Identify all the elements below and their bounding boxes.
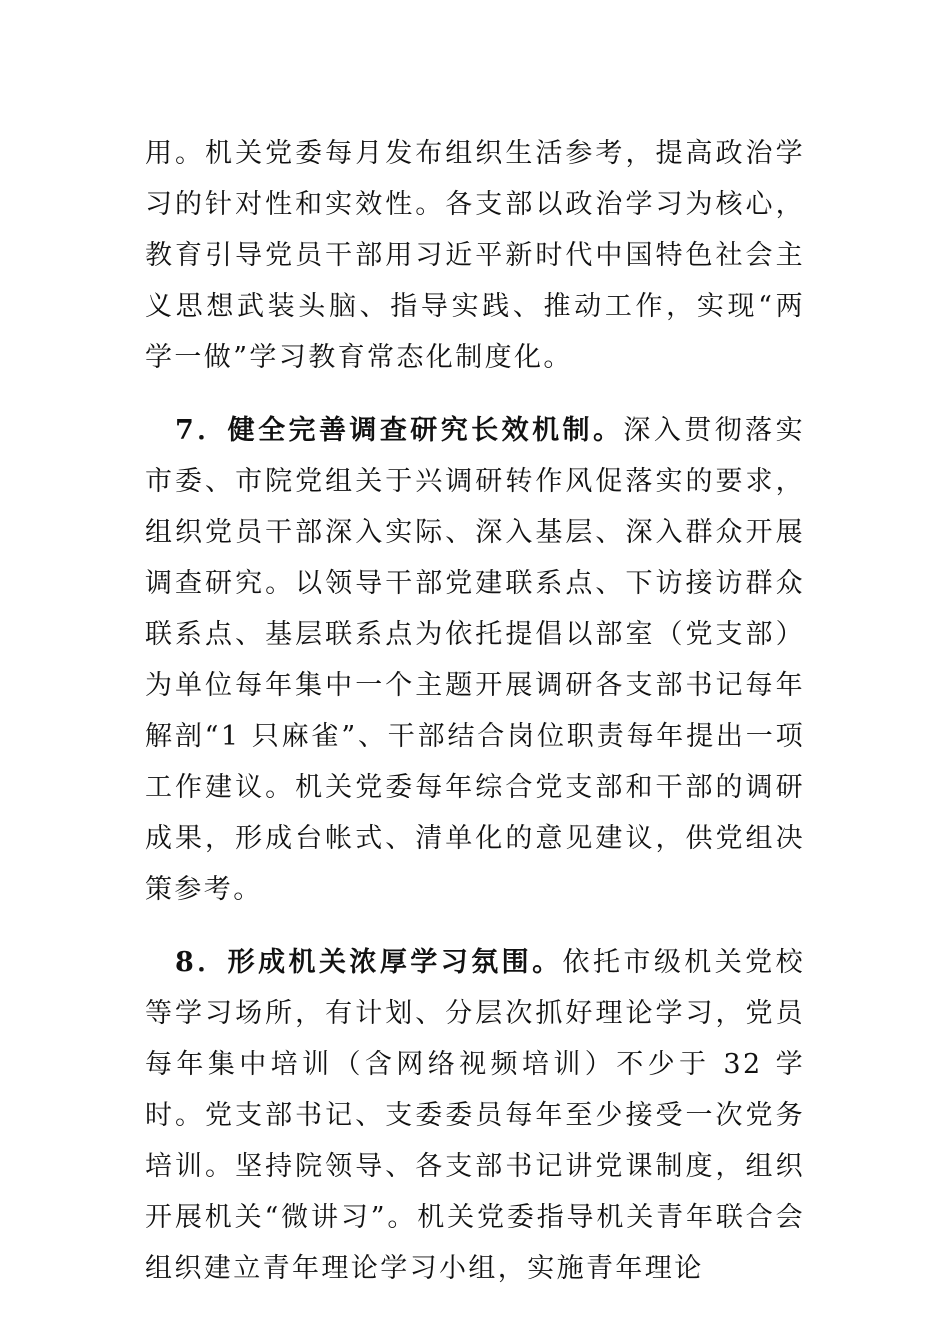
paragraph-item-7 bbox=[145, 405, 805, 915]
paragraph-text: 深入贯彻落实市委、市院党组关于兴调研转作风促落实的要求，组织党员干部深入实际、深入基层、深入群众开展调查研究。以领导干部党建联系点、下访接访群众联系点、基层联系点为依托提倡以部室（党支部）为单位每年集中一个主题开展调研各支部书记每年解剖“1 只麻雀”、干部结合岗位职责每年提出一项工作建议。机关党委每年综合党支部和干部的调研成果，形成台帐式、清单化的意见建议，供党组决策参考。 bbox=[145, 415, 805, 905]
paragraph-continuation bbox=[145, 128, 805, 383]
paragraph-heading: 7．健全完善调查研究长效机制。 bbox=[175, 415, 624, 446]
document-body bbox=[145, 128, 805, 1294]
paragraph-text: 依托市级机关党校等学习场所，有计划、分层次抓好理论学习，党员每年集中培训（含网络视频培训）不少于 32 学时。党支部书记、支委委员每年至少接受一次党务培训。坚持院领导、各支部书记讲党课制度，组织开展机关“微讲习”。机关党委指导机关青年联合会组织建立青年理论学习小组，实施青年理论 bbox=[145, 947, 805, 1284]
paragraph-item-8 bbox=[145, 937, 805, 1294]
paragraph-text: 用。机关党委每月发布组织生活参考，提高政治学习的针对性和实效性。各支部以政治学习为核心，教育引导党员干部用习近平新时代中国特色社会主义思想武装头脑、指导实践、推动工作，实现“两学一做”学习教育常态化制度化。 bbox=[145, 138, 805, 373]
paragraph-heading: 8．形成机关浓厚学习氛围。 bbox=[175, 947, 563, 978]
